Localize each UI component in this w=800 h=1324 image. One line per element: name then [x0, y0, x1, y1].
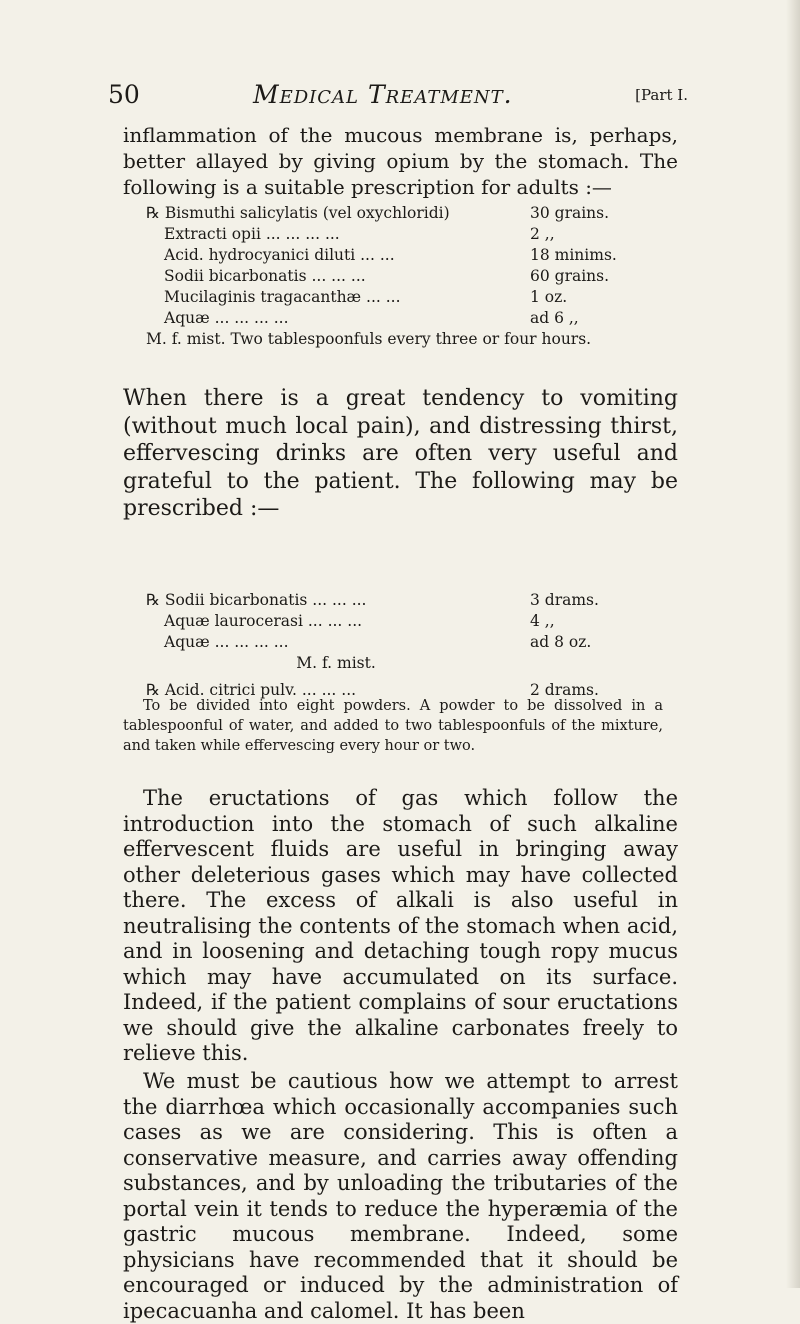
rx-line	[146, 308, 666, 329]
rx-amount: 3 drams.	[530, 591, 599, 609]
rx-amount: 2 drams.	[530, 681, 599, 699]
paragraph-opium: inflammation of the mucous membrane is, perhaps, better allayed by giving opium by the stomach. The following is a suitable prescription for adults :—	[123, 123, 678, 199]
rx-ingredient: Aquæ laurocerasi ... ... ...	[164, 612, 363, 630]
rx-ingredient: ℞ Sodii bicarbonatis ... ... ...	[146, 591, 367, 609]
paragraph-effervescing: When there is a great tendency to vomiting (without much local pain), and distressing thirst, effervescing drinks are often very useful and grateful to the patient. The following may be prescribed :—	[123, 386, 678, 521]
rx-directions: M. f. mist. Two tablespoonfuls every three or four hours.	[146, 330, 592, 348]
rx-line	[146, 632, 666, 653]
rx-ingredient: Acid. hydrocyanici diluti ... ...	[164, 246, 395, 264]
rx-line	[146, 224, 666, 245]
rx-line	[146, 266, 666, 287]
rx-ingredient: Aquæ ... ... ... ...	[164, 633, 289, 651]
rx-line	[146, 590, 666, 611]
paragraph-diarrhoea: We must be cautious how we attempt to arrest the diarrhœa which occasionally accompanies such cases as we are considering. This is often a conservative measure, and carries away offending substances, and by unloading the tributaries of the portal vein it tends to reduce the hyperæmia of the gastric mucous membrane. Indeed, some physicians have recommended that it should be encouraged or induced by the administration of ipecacuanha and calomel. It has been	[123, 1069, 678, 1323]
rx-line	[146, 245, 666, 266]
rx-amount: 60 grains.	[530, 267, 610, 285]
rx-amount: 1 oz.	[530, 288, 568, 306]
rx-ingredient: ℞ Bismuthi salicylatis (vel oxychloridi)	[146, 204, 450, 222]
rx-ingredient: ℞ Acid. citrici pulv. ... ... ...	[146, 681, 357, 699]
page-number: 50	[108, 80, 140, 109]
rx-ingredient: Extracti opii ... ... ... ...	[164, 225, 340, 243]
rx-line	[146, 203, 666, 224]
rx-amount: 18 minims.	[530, 246, 617, 264]
rx-ingredient: Mucilaginis tragacanthæ ... ...	[164, 288, 401, 306]
rx-amount: ad 8 oz.	[530, 633, 592, 651]
prescription-note: To be divided into eight powders. A powder to be dissolved in a tablespoonful of water, and added to two tablespoonfuls of the mixture, and taken while effervescing every hour or two.	[123, 698, 663, 754]
rx-ingredient: Sodii bicarbonatis ... ... ...	[164, 267, 366, 285]
page-edge-shadow	[786, 0, 800, 1288]
page-header	[108, 80, 688, 114]
prescription-soda	[146, 590, 666, 701]
rx-amount: 2 ,,	[530, 225, 555, 243]
rx-line	[146, 611, 666, 632]
paragraph-eructations: The eructations of gas which follow the introduction into the stomach of such alkaline effervescent fluids are useful in bringing away other deleterious gases which may have collected there. The excess of alkali is also useful in neutralising the contents of the stomach when acid, and in loosening and detaching tough ropy mucus which may have accumulated on its surface. Indeed, if the patient complains of sour eructations we should give the alkaline carbonates freely to relieve this.	[123, 786, 678, 1065]
rx-ingredient: Aquæ ... ... ... ...	[164, 309, 289, 327]
rx-line	[146, 287, 666, 308]
rx-mist: M. f. mist.	[296, 654, 376, 672]
rx-amount: ad 6 ,,	[530, 309, 579, 327]
part-label: [Part I.	[635, 86, 688, 104]
rx-amount: 30 grains.	[530, 204, 610, 222]
running-title: Medical Treatment.	[253, 80, 513, 109]
prescription-bismuth	[146, 203, 666, 350]
rx-amount: 4 ,,	[530, 612, 555, 630]
